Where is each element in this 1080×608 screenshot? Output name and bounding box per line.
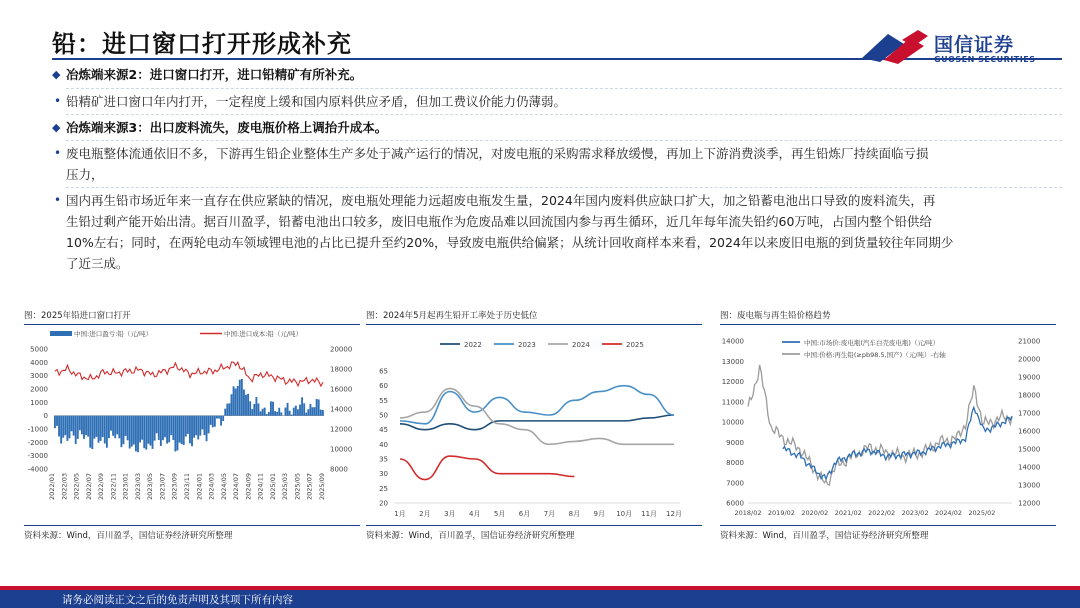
- x-tick-label: 8月: [568, 510, 581, 518]
- bar: [309, 404, 311, 416]
- bar: [141, 416, 143, 440]
- bar: [118, 416, 120, 439]
- bar: [278, 408, 280, 416]
- legend-label: 2025: [626, 341, 644, 349]
- y2-tick-label: 12000: [330, 425, 353, 434]
- x-tick-label: 11月: [641, 510, 658, 518]
- panel-rule: [24, 324, 360, 325]
- x-tick-label: 2023/11: [183, 473, 191, 501]
- bar: [320, 410, 322, 416]
- logo-text: 国信证券: [934, 34, 1015, 56]
- bar: [110, 416, 112, 431]
- section-heading-3: [52, 117, 388, 138]
- y-tick-label: 3000: [30, 372, 48, 381]
- bar: [93, 416, 95, 439]
- y-tick-label: 0: [43, 412, 48, 421]
- bullet-text-cont: 了近三成。: [66, 256, 129, 271]
- bullet-dot-icon: •: [54, 94, 62, 108]
- bar: [106, 416, 108, 448]
- bar: [243, 390, 245, 416]
- bar: [172, 416, 174, 440]
- x-tick-label: 2022/11: [109, 473, 118, 501]
- bar: [54, 416, 56, 429]
- bar: [322, 410, 324, 416]
- x-tick-label: 2024/05: [219, 473, 228, 501]
- y-tick-label: 13000: [721, 357, 744, 366]
- bar: [191, 416, 193, 447]
- series-line: [55, 362, 323, 386]
- bar: [91, 416, 93, 449]
- bar: [291, 415, 293, 416]
- legend-label: 中国:进口盈亏:铅（元/吨）: [74, 330, 153, 338]
- x-tick-label: 2023/02: [901, 509, 929, 517]
- section-heading-2: [52, 64, 363, 85]
- bar: [131, 416, 133, 447]
- bar: [299, 405, 301, 416]
- bar: [100, 416, 102, 441]
- import-window-chart: [24, 327, 360, 525]
- y-tick-label: 60: [379, 382, 388, 391]
- bar: [112, 416, 114, 436]
- bar: [77, 416, 79, 439]
- bar: [307, 409, 309, 415]
- y-tick-label: 6000: [726, 499, 744, 508]
- bar: [193, 416, 195, 438]
- x-tick-label: 2022/07: [84, 473, 93, 501]
- bar: [116, 416, 118, 435]
- y2-tick-label: 20000: [330, 345, 353, 354]
- bar: [127, 416, 129, 441]
- legend-label: 中国:价格:再生铅(≥pb98.5,国产)（元/吨）-右轴: [804, 351, 946, 359]
- y-tick-label: -1000: [27, 425, 48, 434]
- bar: [231, 394, 233, 415]
- bar: [81, 416, 83, 435]
- bar: [66, 416, 68, 441]
- y-tick-label: -4000: [27, 465, 48, 474]
- bar: [312, 407, 314, 415]
- bar: [258, 403, 260, 415]
- bar: [123, 416, 125, 445]
- bar: [318, 399, 320, 415]
- y-tick-label: 8000: [726, 459, 744, 467]
- y-tick-label: 30: [379, 470, 388, 479]
- bar: [220, 416, 222, 426]
- legend-label: 中国:市场价:废电瓶(汽车白壳废电瓶)（元/吨）: [804, 339, 940, 347]
- bar: [199, 416, 201, 436]
- operating-rate-chart: [366, 327, 702, 525]
- bullet-text: 铅精矿进口窗口年内打开，一定程度上缓和国内原料供应矛盾，但加工费议价能力仍薄弱。: [66, 94, 567, 109]
- bullet-item: [54, 190, 936, 211]
- bar: [301, 397, 303, 415]
- y-tick-label: 55: [379, 396, 388, 405]
- series-line: [783, 408, 1012, 480]
- bar: [210, 416, 212, 425]
- bullet-text-cont: 压力，: [66, 167, 104, 182]
- x-tick-label: 2021/02: [834, 509, 862, 517]
- legend-label: 2023: [518, 341, 536, 349]
- bar: [314, 407, 316, 415]
- bar: [216, 416, 218, 419]
- chart-panel-operating-rate: [366, 309, 702, 545]
- bar: [158, 416, 160, 440]
- bullet-text: 废电瓶整体流通依旧不多，下游再生铅企业整体生产多处于减产运行的情况，对废电瓶的采购需求释放缓慢，再加上下游消费淡季，再生铅炼厂持续面临亏损: [66, 146, 929, 161]
- panel-rule: [366, 525, 702, 526]
- bar: [168, 416, 170, 443]
- x-tick-label: 2022/09: [97, 473, 106, 501]
- bar: [102, 416, 104, 437]
- bullet-text: 国内再生铅市场近年来一直存在供应紧缺的情况，废电瓶处理能力远超废电瓶发生量，2024年国内废料供应缺口扩大，加之铅蓄电池出口导致的废料流失，再: [66, 193, 936, 208]
- chart-title: 图：废电瓶与再生铅价格趋势: [720, 311, 831, 321]
- x-tick-label: 2024/11: [256, 473, 265, 501]
- y-tick-label: 9000: [726, 438, 744, 447]
- bar: [303, 403, 305, 415]
- bar: [71, 416, 73, 432]
- bar: [156, 416, 158, 434]
- bar: [79, 416, 81, 431]
- bar: [150, 416, 152, 446]
- legend-label: 中国:进口成本:铅（元/吨）: [224, 330, 303, 338]
- bullet-text-cont: 生铅过剩产能开始出清。据百川盈孚，铅蓄电池出口较多，废旧电瓶作为危废品难以回流国内参与再生循环，近几年每年流失铅约60万吨，占国内整个铅供给: [66, 214, 932, 229]
- diamond-bullet-icon: ◆: [52, 121, 61, 134]
- bar: [297, 409, 299, 415]
- x-tick-label: 2019/02: [767, 509, 795, 517]
- bar: [56, 416, 58, 426]
- y-tick-label: 25: [379, 484, 388, 493]
- bar: [75, 416, 77, 444]
- chart-source: 资料来源：Wind，百川盈孚，国信证券经济研究所整理: [720, 531, 929, 541]
- bar: [222, 416, 224, 421]
- price-trend-chart: [720, 327, 1056, 525]
- x-tick-label: 1月: [394, 510, 406, 518]
- x-tick-label: 2024/07: [232, 473, 241, 501]
- bar: [183, 416, 185, 445]
- bar: [162, 416, 164, 441]
- y2-tick-label: 8000: [330, 465, 348, 474]
- chart-panel-price-trend: [720, 309, 1056, 545]
- y-tick-label: -3000: [27, 452, 48, 461]
- bar: [85, 416, 87, 435]
- bar: [316, 399, 318, 416]
- legend-swatch: [50, 331, 72, 336]
- x-tick-label: 5月: [493, 510, 506, 518]
- bar: [98, 416, 100, 443]
- bar: [305, 413, 307, 416]
- y-tick-label: 65: [379, 367, 388, 376]
- x-tick-label: 2022/03: [60, 473, 69, 501]
- bar: [255, 397, 257, 416]
- bar: [160, 416, 162, 446]
- x-tick-label: 2024/03: [207, 473, 216, 501]
- x-tick-label: 2022/01: [48, 473, 56, 501]
- y2-tick-label: 14000: [330, 405, 353, 414]
- bar: [108, 416, 110, 438]
- series-line: [400, 456, 574, 479]
- x-tick-label: 2025/03: [281, 473, 290, 501]
- bar: [145, 416, 147, 450]
- y-tick-label: 12000: [721, 378, 744, 386]
- x-tick-label: 10月: [616, 510, 633, 518]
- series-line: [400, 389, 674, 445]
- bullet-text-cont: 10%左右；同时，在两轮电动车领域锂电池的占比已提升至约20%，导致废电瓶供给偏紧；从统计回收商样本来看，2024年以来废旧电瓶的到货量较往年同期少: [66, 235, 954, 250]
- x-tick-label: 2023/09: [170, 473, 179, 501]
- chart-source: 资料来源：Wind，百川盈孚，国信证券经济研究所整理: [366, 531, 575, 541]
- bar: [253, 404, 255, 416]
- bar: [214, 416, 216, 427]
- x-tick-label: 2023/01: [121, 473, 130, 501]
- bar: [266, 414, 268, 416]
- bar: [293, 408, 295, 416]
- bar: [139, 416, 141, 443]
- series-line: [748, 365, 1012, 485]
- series-line: [400, 386, 674, 424]
- y-tick-label: -2000: [27, 438, 48, 447]
- y2-tick-label: 20000: [1018, 355, 1041, 364]
- bar: [152, 416, 154, 449]
- bar: [245, 395, 247, 416]
- bar: [125, 416, 127, 436]
- company-logo: [858, 24, 1038, 68]
- y-tick-label: 2000: [30, 385, 48, 394]
- y-tick-label: 40: [379, 440, 388, 449]
- y2-tick-label: 17000: [1018, 409, 1041, 418]
- y-tick-label: 14000: [721, 337, 744, 346]
- bar: [285, 408, 287, 416]
- bar: [96, 416, 98, 437]
- bar: [208, 416, 210, 434]
- logo-icon: [858, 24, 930, 68]
- panel-rule: [366, 324, 702, 325]
- y2-tick-label: 14000: [1018, 463, 1041, 472]
- bar: [177, 416, 179, 451]
- chart-title: 图：2024年5月起再生铅开工率处于历史低位: [366, 311, 538, 321]
- bar: [154, 416, 156, 441]
- series-line: [400, 415, 674, 430]
- bar: [62, 416, 64, 438]
- y2-tick-label: 21000: [1018, 337, 1041, 346]
- legend-label: 2022: [464, 341, 482, 349]
- bar: [289, 411, 291, 416]
- bar: [89, 416, 91, 448]
- y2-tick-label: 19000: [1018, 373, 1041, 382]
- panel-rule: [720, 324, 1056, 325]
- y2-tick-label: 18000: [330, 365, 353, 374]
- bar: [73, 416, 75, 436]
- x-tick-label: 12月: [666, 510, 682, 518]
- bar: [133, 416, 135, 445]
- panel-rule: [720, 525, 1056, 526]
- bullet-item: [54, 143, 929, 164]
- bar: [241, 379, 243, 416]
- bar: [224, 409, 226, 416]
- y-tick-label: 20: [379, 499, 388, 508]
- y-tick-label: 5000: [30, 345, 48, 354]
- bar: [83, 416, 85, 439]
- bar: [237, 386, 239, 416]
- x-tick-label: 2025/02: [968, 509, 996, 517]
- x-tick-label: 9月: [593, 510, 606, 518]
- bar: [260, 411, 262, 415]
- bar: [272, 402, 274, 416]
- bar: [249, 401, 251, 415]
- bar: [69, 416, 71, 439]
- bar: [143, 416, 145, 449]
- bar: [195, 416, 197, 436]
- y-tick-label: 1000: [30, 398, 48, 407]
- x-tick-label: 2018/02: [734, 509, 762, 517]
- y-tick-label: 10000: [721, 418, 744, 427]
- x-tick-label: 2023/03: [133, 473, 142, 501]
- bullet-dot-icon: •: [54, 193, 62, 207]
- bar: [179, 416, 181, 443]
- y2-tick-label: 18000: [1018, 391, 1041, 400]
- y2-tick-label: 13000: [1018, 481, 1041, 490]
- bar: [228, 403, 230, 415]
- bar: [274, 411, 276, 416]
- chart-panel-import-window: [24, 309, 360, 545]
- section-heading-text: 冶炼端来源2：进口窗口打开，进口铅精矿有所补充。: [66, 67, 363, 82]
- bar: [295, 406, 297, 416]
- y-tick-label: 7000: [726, 479, 744, 488]
- bar: [147, 416, 149, 444]
- bar: [187, 416, 189, 434]
- x-tick-label: 2024/02: [934, 509, 963, 517]
- y-tick-label: 35: [379, 455, 388, 464]
- x-tick-label: 2024/09: [244, 473, 253, 501]
- x-tick-label: 3月: [444, 510, 456, 518]
- bar: [268, 412, 270, 416]
- footer-disclaimer: 请务必阅读正文之后的免责声明及其项下所有内容: [62, 594, 293, 606]
- section-heading-text: 冶炼端来源3：出口废料流失，废电瓶价格上调抬升成本。: [66, 120, 388, 135]
- x-tick-label: 2025/05: [293, 473, 302, 501]
- x-tick-label: 2月: [419, 510, 431, 518]
- y2-tick-label: 12000: [1018, 499, 1041, 508]
- y-tick-label: 4000: [30, 358, 48, 367]
- bar: [87, 416, 89, 437]
- bar: [114, 416, 116, 438]
- x-tick-label: 2022/02: [868, 509, 896, 517]
- x-tick-label: 2020/02: [801, 509, 829, 517]
- x-tick-label: 6月: [518, 510, 531, 518]
- divider: [66, 187, 1062, 188]
- y-tick-label: 11000: [721, 398, 744, 407]
- page-title: 铅：进口窗口打开形成补充: [52, 30, 352, 58]
- bar: [189, 416, 191, 444]
- panel-rule: [24, 525, 360, 526]
- x-tick-label: 2023/07: [158, 473, 167, 501]
- x-tick-label: 2025/01: [268, 473, 277, 501]
- bar: [264, 408, 266, 416]
- y2-tick-label: 10000: [330, 445, 353, 454]
- footer-bar: [0, 590, 1080, 608]
- bar: [239, 380, 241, 416]
- bar: [197, 416, 199, 440]
- bar: [181, 416, 183, 444]
- logo-subtext: GUOSEN SECURITIES: [934, 55, 1036, 64]
- chart-source: 资料来源：Wind，百川盈孚，国信证券经济研究所整理: [24, 531, 233, 541]
- bar: [129, 416, 131, 449]
- bar: [135, 416, 137, 452]
- bar: [262, 409, 264, 416]
- legend-label: 2024: [572, 341, 590, 349]
- bar: [235, 389, 237, 416]
- bar: [280, 412, 282, 415]
- divider: [66, 140, 1062, 141]
- bar: [185, 416, 187, 437]
- bar: [174, 416, 176, 452]
- bar: [104, 416, 106, 444]
- bar: [204, 416, 206, 435]
- bar: [164, 416, 166, 438]
- x-tick-label: 2025/07: [305, 473, 314, 501]
- bar: [60, 416, 62, 444]
- bar: [120, 416, 122, 448]
- x-tick-label: 7月: [543, 510, 556, 518]
- bar: [218, 416, 220, 419]
- bar: [247, 394, 249, 416]
- bullet-dot-icon: •: [54, 146, 62, 160]
- bar: [270, 401, 272, 415]
- bar: [170, 416, 172, 436]
- bar: [287, 403, 289, 416]
- x-tick-label: 2022/05: [72, 473, 81, 501]
- bar: [201, 416, 203, 430]
- bar: [166, 416, 168, 444]
- bar: [233, 386, 235, 415]
- bar: [226, 404, 228, 416]
- divider: [66, 88, 1062, 89]
- y2-tick-label: 16000: [330, 385, 353, 394]
- divider: [66, 114, 1062, 115]
- diamond-bullet-icon: ◆: [52, 68, 61, 81]
- bar: [276, 412, 278, 416]
- x-tick-label: 2024/01: [195, 473, 204, 501]
- bar: [212, 416, 214, 428]
- y-tick-label: 45: [379, 426, 388, 435]
- x-tick-label: 2023/05: [146, 473, 155, 501]
- bar: [58, 416, 60, 437]
- bar: [137, 416, 139, 453]
- bullet-item: [54, 91, 567, 112]
- y2-tick-label: 15000: [1018, 445, 1041, 454]
- y2-tick-label: 16000: [1018, 427, 1041, 436]
- chart-title: 图：2025年铅进口窗口打开: [24, 311, 131, 321]
- x-tick-label: 4月: [468, 510, 481, 518]
- bar: [206, 416, 208, 442]
- x-tick-label: 2025/09: [318, 473, 326, 501]
- bar: [64, 416, 66, 436]
- y-tick-label: 50: [379, 411, 388, 420]
- bar: [251, 409, 253, 416]
